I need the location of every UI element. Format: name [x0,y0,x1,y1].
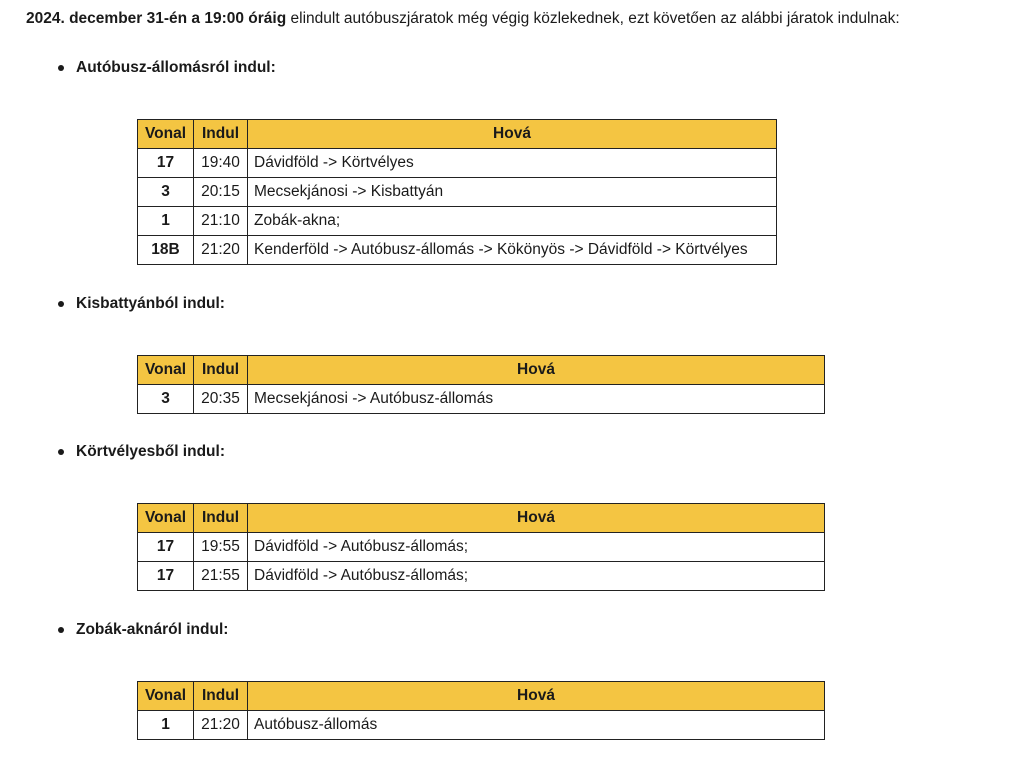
table-header-row [138,682,825,711]
line-cell: 3 [138,178,194,207]
time-cell: 20:15 [194,178,248,207]
table-row [138,178,777,207]
time-cell: 21:10 [194,207,248,236]
table-header-row [138,120,777,149]
dest-cell: Dávidföld -> Autóbusz-állomás; [248,533,825,562]
line-cell: 17 [138,562,194,591]
intro-text [26,10,900,28]
col-header-time: Indul [194,682,248,711]
table-header-row [138,356,825,385]
table-row [138,711,825,740]
dest-cell: Autóbusz-állomás [248,711,825,740]
schedule-table [137,355,825,414]
col-header-time: Indul [194,504,248,533]
col-header-time: Indul [194,356,248,385]
table-row [138,207,777,236]
schedule-table [137,503,825,591]
time-cell: 21:20 [194,711,248,740]
section-label: Kisbattyánból indul: [76,295,225,312]
col-header-dest: Hová [248,682,825,711]
time-cell: 19:55 [194,533,248,562]
time-cell: 19:40 [194,149,248,178]
dest-cell: Zobák-akna; [248,207,777,236]
time-cell: 21:55 [194,562,248,591]
intro-date: 2024. december 31-én a 19:00 óráig [26,10,287,27]
bullet-icon [58,449,64,455]
table-row [138,385,825,414]
line-cell: 1 [138,207,194,236]
table-header-row [138,504,825,533]
intro-rest: elindult autóbuszjáratok még végig közlekednek, ezt követően az alábbi járatok indulnak: [286,10,900,27]
dest-cell: Dávidföld -> Körtvélyes [248,149,777,178]
time-cell: 20:35 [194,385,248,414]
section-label: Autóbusz-állomásról indul: [76,59,276,76]
table-row [138,149,777,178]
line-cell: 17 [138,149,194,178]
dest-cell: Mecsekjánosi -> Kisbattyán [248,178,777,207]
col-header-line: Vonal [138,120,194,149]
line-cell: 18B [138,236,194,265]
table-row [138,236,777,265]
col-header-line: Vonal [138,504,194,533]
dest-cell: Dávidföld -> Autóbusz-állomás; [248,562,825,591]
line-cell: 1 [138,711,194,740]
col-header-line: Vonal [138,356,194,385]
bullet-icon [58,65,64,71]
section-label: Zobák-aknáról indul: [76,621,229,638]
col-header-dest: Hová [248,120,777,149]
time-cell: 21:20 [194,236,248,265]
table-row [138,533,825,562]
col-header-dest: Hová [248,356,825,385]
table-row [138,562,825,591]
bullet-icon [58,301,64,307]
dest-cell: Mecsekjánosi -> Autóbusz-állomás [248,385,825,414]
schedule-table [137,119,777,265]
col-header-time: Indul [194,120,248,149]
section-label: Körtvélyesből indul: [76,443,225,460]
col-header-dest: Hová [248,504,825,533]
line-cell: 3 [138,385,194,414]
schedule-table [137,681,825,740]
col-header-line: Vonal [138,682,194,711]
line-cell: 17 [138,533,194,562]
dest-cell: Kenderföld -> Autóbusz-állomás -> Kökönyös -> Dávidföld -> Körtvélyes [248,236,777,265]
bullet-icon [58,627,64,633]
